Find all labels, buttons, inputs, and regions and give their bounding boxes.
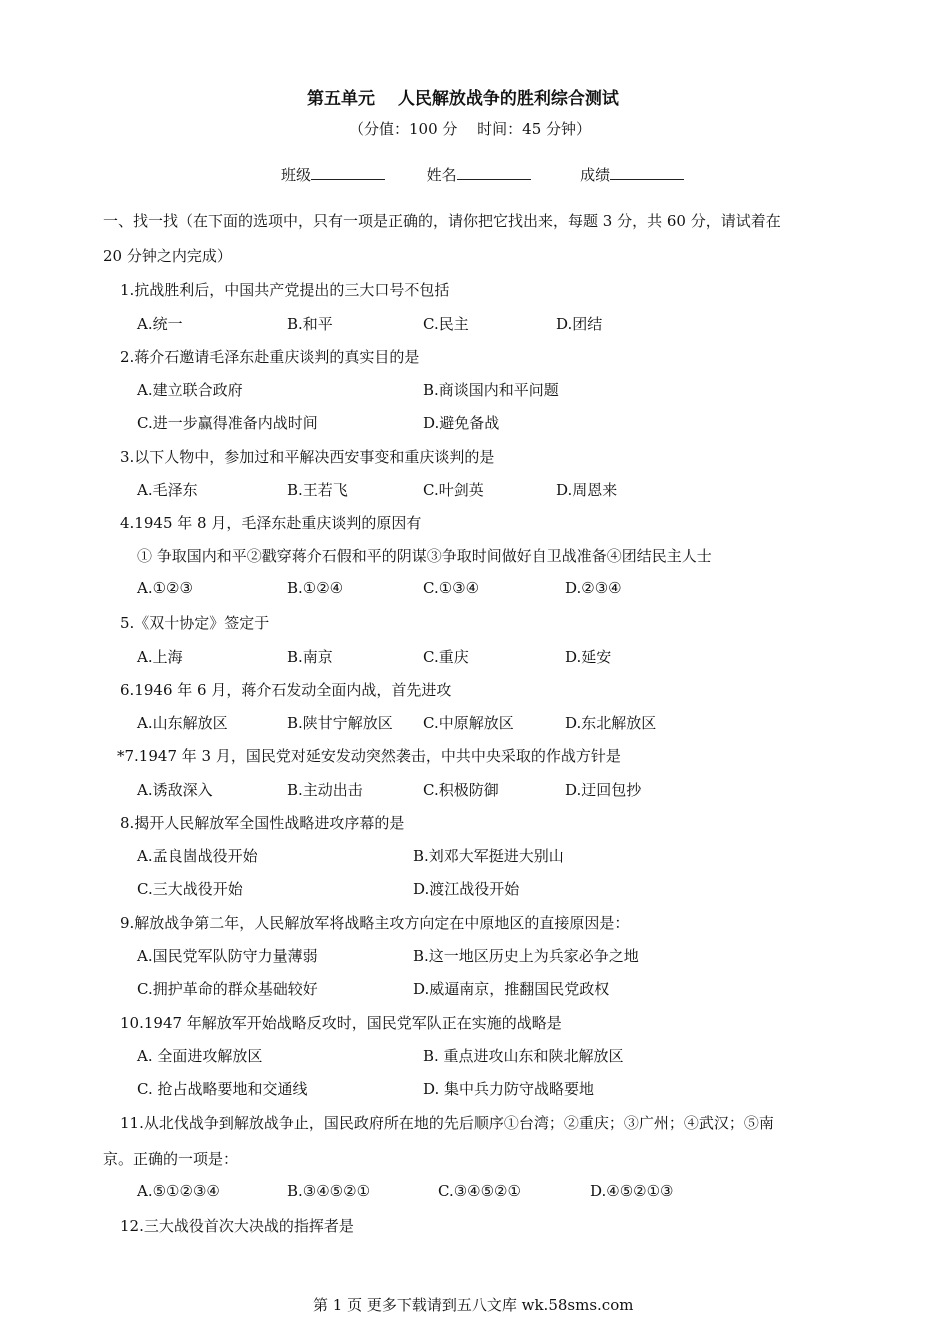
option: D.周恩来 <box>556 481 618 499</box>
option: D.团结 <box>556 315 603 333</box>
option: C.叶剑英 <box>423 481 484 499</box>
name-label: 姓名 <box>426 166 457 184</box>
option: C.积极防御 <box>423 781 499 799</box>
option: C.三大战役开始 <box>137 880 243 898</box>
page-subtitle: （分值：100 分 时间：45 分钟） <box>349 120 592 138</box>
class-blank[interactable] <box>311 163 385 180</box>
option: A.山东解放区 <box>137 714 228 732</box>
option: B.①②④ <box>287 579 344 597</box>
option: B.③④⑤②① <box>287 1182 371 1200</box>
question-stem: 2.蒋介石邀请毛泽东赴重庆谈判的真实目的是 <box>120 348 420 366</box>
option: A.上海 <box>137 648 183 666</box>
question-stem: 1.抗战胜利后，中国共产党提出的三大口号不包括 <box>120 281 450 299</box>
option: D.威逼南京，推翻国民党政权 <box>413 980 610 998</box>
question-stem: 9.解放战争第二年，人民解放军将战略主攻方向定在中原地区的直接原因是： <box>120 914 630 932</box>
option: C. 抢占战略要地和交通线 <box>137 1080 308 1098</box>
option: D.渡江战役开始 <box>413 880 520 898</box>
option: B.南京 <box>287 648 333 666</box>
option: D. 集中兵力防守战略要地 <box>423 1080 595 1098</box>
option: A.毛泽东 <box>137 481 198 499</box>
question-stem: 5.《双十协定》签定于 <box>120 614 270 632</box>
name-blank[interactable] <box>457 163 531 180</box>
section-heading-line1: 一、找一找（在下面的选项中，只有一项是正确的，请你把它找出来，每题 3 分，共 60 分，请试着在 <box>103 212 781 230</box>
option: D.②③④ <box>565 579 622 597</box>
option: A.⑤①②③④ <box>137 1182 220 1200</box>
option: C.重庆 <box>423 648 469 666</box>
option: C.拥护革命的群众基础较好 <box>137 980 318 998</box>
question-statements: ① 争取国内和平②戳穿蒋介石假和平的阴谋③争取时间做好自卫战准备④团结民主人士 <box>137 547 712 565</box>
question-stem: 10.1947 年解放军开始战略反攻时，国民党军队正在实施的战略是 <box>120 1014 562 1032</box>
score-label: 成绩 <box>580 166 611 184</box>
option: D.延安 <box>565 648 612 666</box>
option: D.迂回包抄 <box>565 781 642 799</box>
option: B.王若飞 <box>287 481 348 499</box>
option: C.进一步赢得准备内战时间 <box>137 414 318 432</box>
section-heading-line2: 20 分钟之内完成） <box>103 247 232 265</box>
option: A.国民党军队防守力量薄弱 <box>137 947 318 965</box>
option: A.诱敌深入 <box>137 781 213 799</box>
score-blank[interactable] <box>610 163 684 180</box>
option: B.这一地区历史上为兵家必争之地 <box>413 947 639 965</box>
student-info-fields <box>281 163 684 185</box>
question-stem: 12.三大战役首次大决战的指挥者是 <box>120 1217 354 1235</box>
option: A.孟良崮战役开始 <box>137 847 258 865</box>
option: B.和平 <box>287 315 333 333</box>
option: C.①③④ <box>423 579 480 597</box>
option: B. 重点进攻山东和陕北解放区 <box>423 1047 624 1065</box>
option: A.统一 <box>137 315 183 333</box>
question-stem: 3.以下人物中，参加过和平解决西安事变和重庆谈判的是 <box>120 448 495 466</box>
option: B.商谈国内和平问题 <box>423 381 559 399</box>
option: B.主动出击 <box>287 781 363 799</box>
option: A.①②③ <box>137 579 193 597</box>
option: C.中原解放区 <box>423 714 514 732</box>
question-stem: 4.1945 年 8 月，毛泽东赴重庆谈判的原因有 <box>120 514 422 532</box>
page-footer: 第 1 页 更多下载请到五八文库 wk.58sms.com <box>313 1296 634 1314</box>
option: B.刘邓大军挺进大别山 <box>413 847 564 865</box>
option: D.东北解放区 <box>565 714 657 732</box>
class-label: 班级 <box>281 166 312 184</box>
question-stem: 11.从北伐战争到解放战争止，国民政府所在地的先后顺序①台湾；②重庆；③广州；④武汉；⑤南 <box>120 1114 774 1132</box>
question-stem: *7.1947 年 3 月，国民党对延安发动突然袭击，中共中央采取的作战方针是 <box>117 747 621 765</box>
option: A. 全面进攻解放区 <box>137 1047 263 1065</box>
option: C.民主 <box>423 315 469 333</box>
question-stem: 8.揭开人民解放军全国性战略进攻序幕的是 <box>120 814 405 832</box>
option: C.③④⑤②① <box>438 1182 521 1200</box>
option: D.④⑤②①③ <box>590 1182 674 1200</box>
option: A.建立联合政府 <box>137 381 243 399</box>
question-stem: 6.1946 年 6 月，蒋介石发动全面内战，首先进攻 <box>120 681 452 699</box>
question-stem-continued: 京。正确的一项是： <box>103 1150 239 1168</box>
option: D.避免备战 <box>423 414 500 432</box>
option: B.陕甘宁解放区 <box>287 714 393 732</box>
page-title: 第五单元 人民解放战争的胜利综合测试 <box>307 89 619 109</box>
